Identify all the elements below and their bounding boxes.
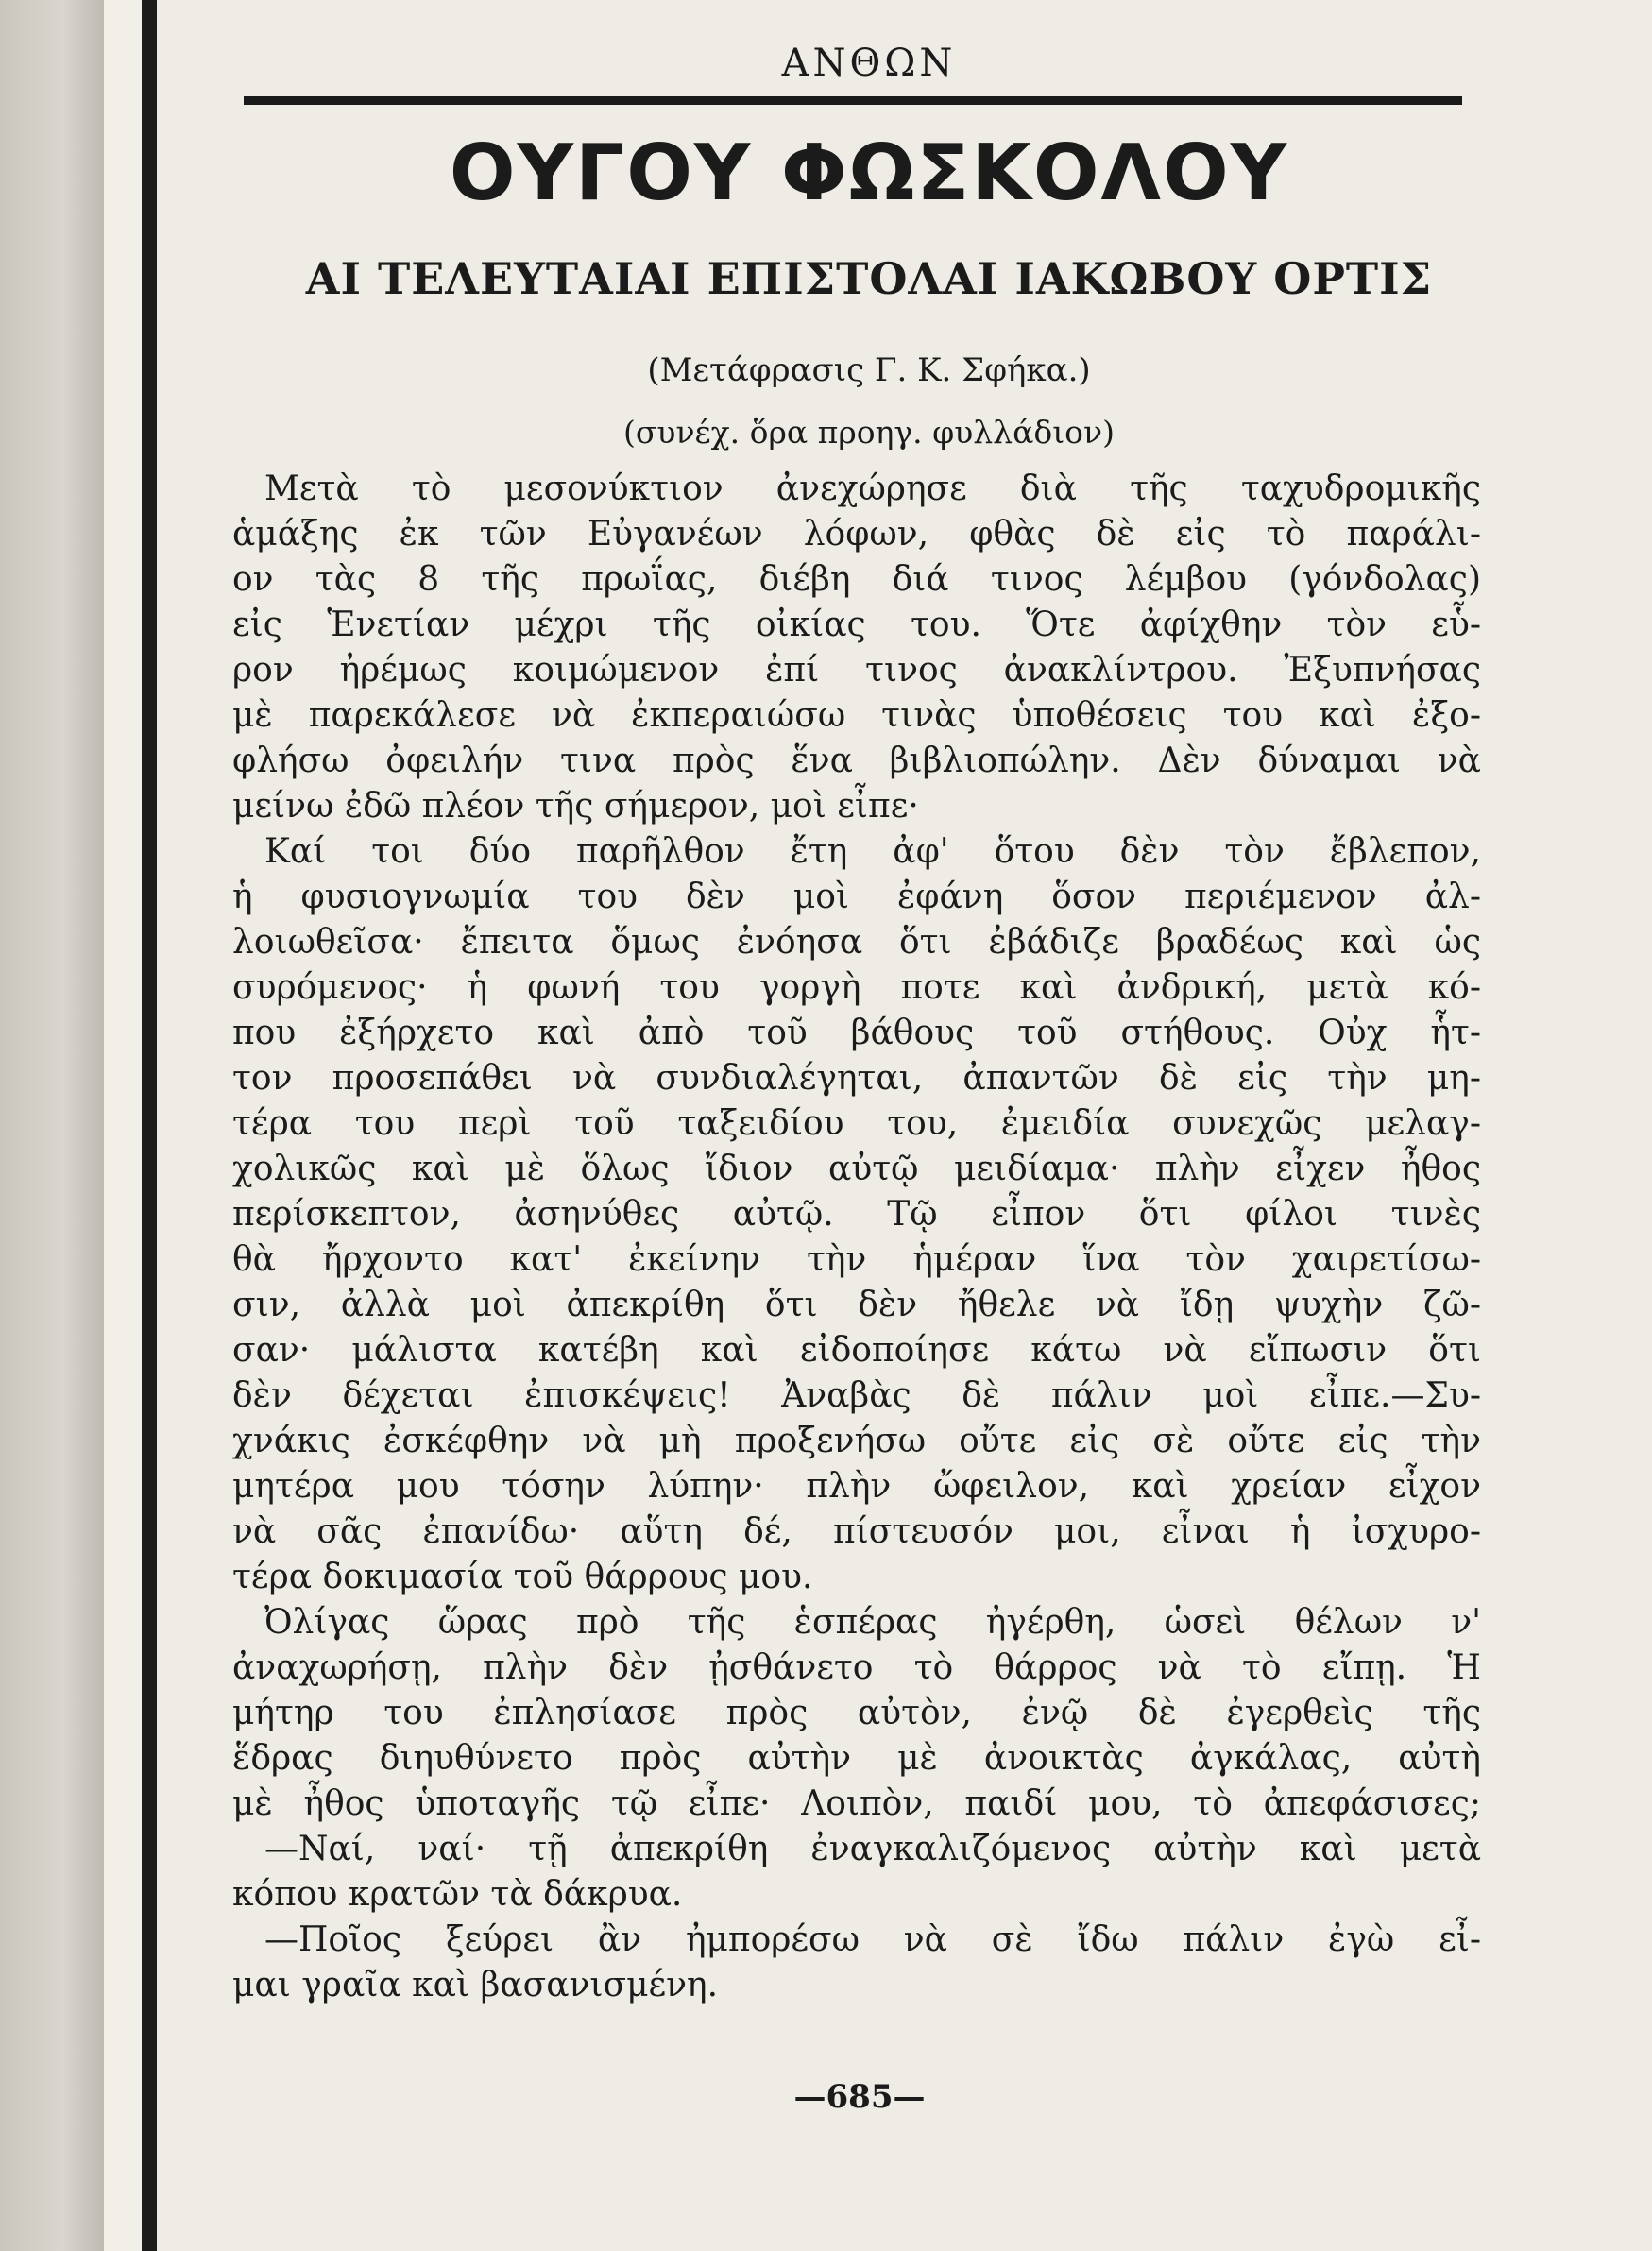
text-line: μητέρα μου τόσην λύπην· πλὴν ὤφειλον, καὶ χρείαν εἶχον (232, 1467, 1481, 1506)
text-line: Ὀλίγας ὥρας πρὸ τῆς ἑσπέρας ἠγέρθη, ὡσεὶ θέλων ν' (264, 1603, 1481, 1642)
text-line: μὲ παρεκάλεσε νὰ ἐκπεραιώσω τινὰς ὑποθέσεις του καὶ ἐξο- (232, 696, 1481, 735)
work-title: ΑΙ ΤΕΛΕΥΤΑΙΑΙ ΕΠΙΣΤΟΛΑΙ ΙΑΚΩΒΟΥ ΟΡΤΙΣ (305, 253, 1433, 304)
text-line: χνάκις ἐσκέφθην νὰ μὴ προξενήσω οὔτε εἰς σὲ οὔτε εἰς τὴν (232, 1422, 1481, 1460)
text-line: δὲν δέχεται ἐπισκέψεις! Ἀναβὰς δὲ πάλιν μοὶ εἶπε.—Συ- (232, 1376, 1481, 1415)
text-line: χολικῶς καὶ μὲ ὅλως ἴδιον αὐτῷ μειδίαμα· πλὴν εἶχεν ἦθος (232, 1150, 1481, 1188)
text-line: —Ποῖος ξεύρει ἂν ἠμπορέσω νὰ σὲ ἴδω πάλιν ἐγὼ εἶ- (264, 1920, 1481, 1959)
translator-note: (Μετάφρασις Γ. Κ. Σφήκα.) (647, 351, 1091, 389)
text-line: λοιωθεῖσα· ἔπειτα ὅμως ἐνόησα ὅτι ἐβάδιζε βραδέως καὶ ὡς (232, 923, 1481, 962)
running-header: ΑΝΘΩΝ (781, 42, 957, 85)
text-line: —Ναί, ναί· τῇ ἀπεκρίθη ἐναγκαλιζόμενος αὐτὴν καὶ μετὰ (264, 1830, 1481, 1868)
text-line: θὰ ἤρχοντο κατ' ἐκείνην τὴν ἡμέραν ἵνα τὸν χαιρετίσω- (232, 1240, 1481, 1279)
text-line: τέρα δοκιμασία τοῦ θάρρους μου. (232, 1558, 813, 1596)
text-line: ἀναχωρήσῃ, πλὴν δὲν ᾐσθάνετο τὸ θάρρος νὰ τὸ εἴπῃ. Ἡ (232, 1648, 1481, 1687)
text-line: μήτηρ του ἐπλησίασε πρὸς αὐτὸν, ἐνῷ δὲ ἐγερθεὶς τῆς (232, 1694, 1481, 1732)
text-line: ρον ἠρέμως κοιμώμενον ἐπί τινος ἀνακλίντρου. Ἐξυπνήσας (232, 651, 1481, 690)
text-line: περίσκεπτον, ἀσηνύθες αὐτῷ. Τῷ εἶπον ὅτι φίλοι τινὲς (232, 1195, 1481, 1234)
text-line: μαι γραῖα καὶ βασανισμένη. (232, 1966, 719, 2004)
text-line: συρόμενος· ἡ φωνή του γοργὴ ποτε καὶ ἀνδρική, μετὰ κό- (232, 968, 1481, 1007)
continuation-note: (συνέχ. ὅρα προηγ. φυλλάδιον) (623, 414, 1115, 451)
text-line: που ἐξήρχετο καὶ ἀπὸ τοῦ βάθους τοῦ στήθους. Οὐχ ἧτ- (232, 1014, 1481, 1052)
body-text (232, 467, 1481, 2091)
binding-edge (142, 0, 157, 2251)
text-line: τον προσεπάθει νὰ συνδιαλέγηται, ἀπαντῶν δὲ εἰς τὴν μη- (232, 1059, 1481, 1098)
scan-margin (0, 0, 104, 2251)
author-title: ΟΥΓΟΥ ΦΩΣΚΟΛΟΥ (449, 128, 1289, 218)
page-number: —685— (793, 2078, 926, 2116)
text-line: ἕδρας διηυθύνετο πρὸς αὐτὴν μὲ ἀνοικτὰς ἀγκάλας, αὐτὴ (232, 1739, 1481, 1778)
text-line: εἰς Ἑνετίαν μέχρι τῆς οἰκίας του. Ὅτε ἀφίχθην τὸν εὗ- (232, 605, 1481, 644)
text-line: ἡ φυσιογνωμία του δὲν μοὶ ἐφάνη ὅσον περιέμενον ἀλ- (232, 878, 1481, 916)
text-line: μὲ ἦθος ὑποταγῆς τῷ εἶπε· Λοιπὸν, παιδί μου, τὸ ἀπεφάσισες; (232, 1784, 1481, 1823)
text-line: ἁμάξης ἐκ τῶν Εὐγανέων λόφων, φθὰς δὲ εἰς τὸ παράλι- (232, 515, 1481, 554)
text-line: μείνω ἐδῶ πλέον τῆς σήμερον, μοὶ εἶπε· (232, 787, 919, 826)
header-rule (244, 96, 1462, 105)
text-line: Καί τοι δύο παρῆλθον ἔτη ἀφ' ὅτου δὲν τὸν ἔβλεπον, (264, 832, 1481, 871)
text-line: κόπου κρατῶν τὰ δάκρυα. (232, 1875, 683, 1914)
text-line: ον τὰς 8 τῆς πρωΐας, διέβη διά τινος λέμβου (γόνδολας) (232, 560, 1481, 599)
text-line: Μετὰ τὸ μεσονύκτιον ἀνεχώρησε διὰ τῆς ταχυδρομικῆς (264, 469, 1481, 508)
text-line: νὰ σᾶς ἐπανίδω· αὕτη δέ, πίστευσόν μοι, εἶναι ἡ ἰσχυρο- (232, 1512, 1481, 1551)
text-line: σιν, ἀλλὰ μοὶ ἀπεκρίθη ὅτι δὲν ἤθελε νὰ ἴδῃ ψυχὴν ζῶ- (232, 1286, 1481, 1324)
text-line: φλήσω ὀφειλήν τινα πρὸς ἕνα βιβλιοπώλην. Δὲν δύναμαι νὰ (232, 742, 1481, 780)
text-line: σαν· μάλιστα κατέβη καὶ εἰδοποίησε κάτω νὰ εἴπωσιν ὅτι (232, 1331, 1481, 1370)
text-line: τέρα του περὶ τοῦ ταξειδίου του, ἐμειδία συνεχῶς μελαγ- (232, 1104, 1481, 1143)
